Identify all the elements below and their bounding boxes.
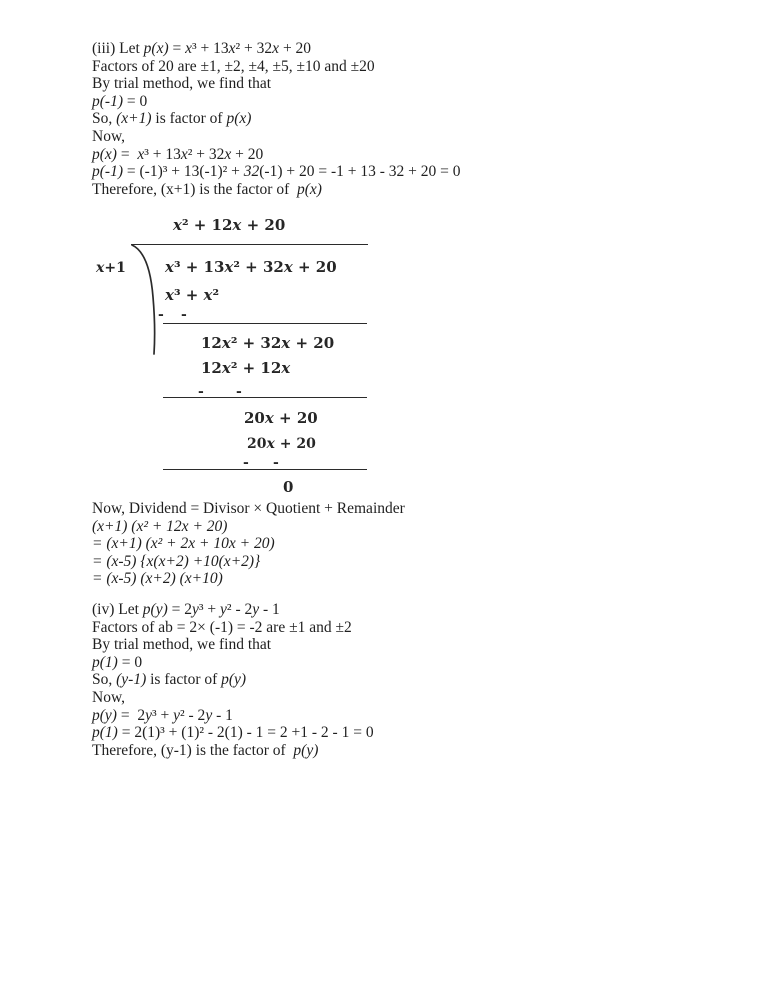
- division-quotient: x² + 12x + 20: [173, 216, 286, 234]
- text-line: By trial method, we find that: [92, 636, 272, 654]
- long-division-diagram: [90, 215, 400, 515]
- text-line: Factors of ab = 2× (-1) = -2 are ±1 and ±2: [92, 618, 352, 636]
- minus-sign: -: [181, 307, 187, 323]
- text-line: = (x+1) (x² + 2x + 10x + 20): [92, 535, 275, 553]
- text-line: By trial method, we find that: [92, 75, 272, 93]
- section-part-iii: [92, 40, 461, 198]
- text-line: (x+1) (x² + 12x + 20): [92, 517, 228, 535]
- text-line: Now, Dividend = Divisor × Quotient + Remainder: [92, 500, 405, 517]
- division-remainder-1: 12x² + 32x + 20: [201, 334, 335, 352]
- text-line: p(-1) = (-1)³ + 13(-1)² + 32(-1) + 20 = -1 + 13 - 32 + 20 = 0: [92, 163, 461, 181]
- division-final-remainder: 0: [283, 478, 294, 496]
- division-subtrahend-3: 20x + 20: [247, 436, 316, 452]
- text-line: Therefore, (x+1) is the factor of p(x): [92, 180, 322, 198]
- division-subtrahend-2: 12x² + 12x: [201, 359, 291, 377]
- text-line: So, (x+1) is factor of p(x): [92, 110, 252, 128]
- division-rule-3: [163, 397, 367, 398]
- text-line: (iv) Let p(y) = 2y³ + y² - 2y - 1: [92, 601, 280, 618]
- division-dividend: x³ + 13x² + 32x + 20: [165, 258, 337, 276]
- section-identity-factorisation: [92, 500, 405, 588]
- minus-sign: -: [273, 455, 279, 471]
- text-line: p(-1) = 0: [92, 92, 148, 110]
- division-rule-top: [131, 244, 368, 245]
- text-line: p(x) = x³ + 13x² + 32x + 20: [92, 145, 264, 163]
- text-line: Now,: [92, 127, 126, 145]
- division-subtrahend-1: x³ + x²: [165, 286, 220, 304]
- division-divisor: x+1: [96, 260, 126, 276]
- division-bracket-icon: [128, 242, 160, 358]
- minus-sign: -: [158, 307, 164, 323]
- text-line: (iii) Let p(x) = x³ + 13x² + 32x + 20: [92, 40, 312, 57]
- text-line: Factors of 20 are ±1, ±2, ±4, ±5, ±10 and ±20: [92, 57, 375, 75]
- division-rule-2: [163, 323, 367, 324]
- text-line: p(1) = 0: [92, 653, 143, 671]
- text-line: p(1) = 2(1)³ + (1)² - 2(1) - 1 = 2 +1 - 2 - 1 = 0: [92, 724, 374, 742]
- minus-sign: -: [243, 455, 249, 471]
- minus-sign: -: [236, 384, 242, 400]
- text-line: Therefore, (y-1) is the factor of p(y): [92, 741, 319, 759]
- minus-sign: -: [198, 384, 204, 400]
- text-line: p(y) = 2y³ + y² - 2y - 1: [92, 706, 233, 724]
- section-part-iv: [92, 601, 374, 759]
- text-line: So, (y-1) is factor of p(y): [92, 671, 247, 689]
- division-rule-bottom: [163, 469, 367, 470]
- text-line: Now,: [92, 688, 126, 706]
- text-line: = (x-5) (x+2) (x+10): [92, 570, 223, 588]
- text-line: = (x-5) {x(x+2) +10(x+2)}: [92, 552, 261, 570]
- division-remainder-2: 20x + 20: [244, 409, 318, 427]
